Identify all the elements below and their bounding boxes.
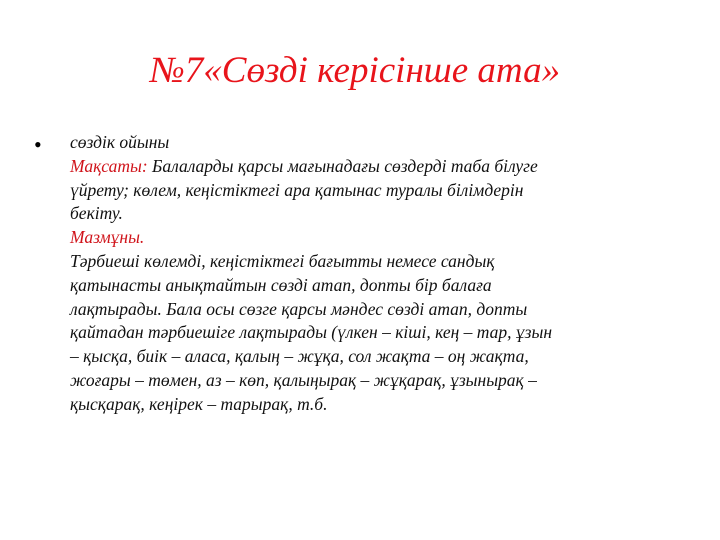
goal-line: бекіту. bbox=[70, 203, 123, 224]
slide-body bbox=[70, 131, 710, 417]
content-line: қайтадан тәрбиешіге лақтырады (үлкен – кіші, кең – тар, ұзын bbox=[70, 322, 553, 343]
bullet-icon: • bbox=[34, 132, 42, 157]
goal-text: Балаларды қарсы мағынадағы сөздерді таба білуге bbox=[147, 155, 538, 176]
goal-line: үйрету; көлем, кеңістіктегі ара қатынас туралы білімдерін bbox=[70, 179, 524, 200]
content-label: Мазмұны. bbox=[70, 227, 145, 248]
goal-label: Мақсаты: bbox=[70, 155, 148, 176]
content-line: қысқарақ, кеңірек – тарырақ, т.б. bbox=[70, 393, 328, 414]
content-line: – қысқа, биік – аласа, қалың – жұқа, сол жақта – оң жақта, bbox=[70, 346, 529, 367]
content-line: қатынасты анықтайтын сөзді атап, допты бір балаға bbox=[70, 274, 492, 295]
content-line: жоғары – төмен, аз – көп, қалыңырақ – жұқарақ, ұзынырақ – bbox=[70, 369, 537, 390]
content-line: лақтырады. Бала осы сөзге қарсы мәндес сөзді атап, допты bbox=[70, 298, 528, 319]
goal-line bbox=[70, 155, 710, 179]
content-line: Тәрбиеші көлемді, кеңістіктегі бағытты немесе сандық bbox=[70, 250, 495, 271]
bullet-heading: сөздік ойыны bbox=[70, 132, 170, 152]
slide-title: №7«Сөзді керісінше ата» bbox=[149, 50, 561, 91]
